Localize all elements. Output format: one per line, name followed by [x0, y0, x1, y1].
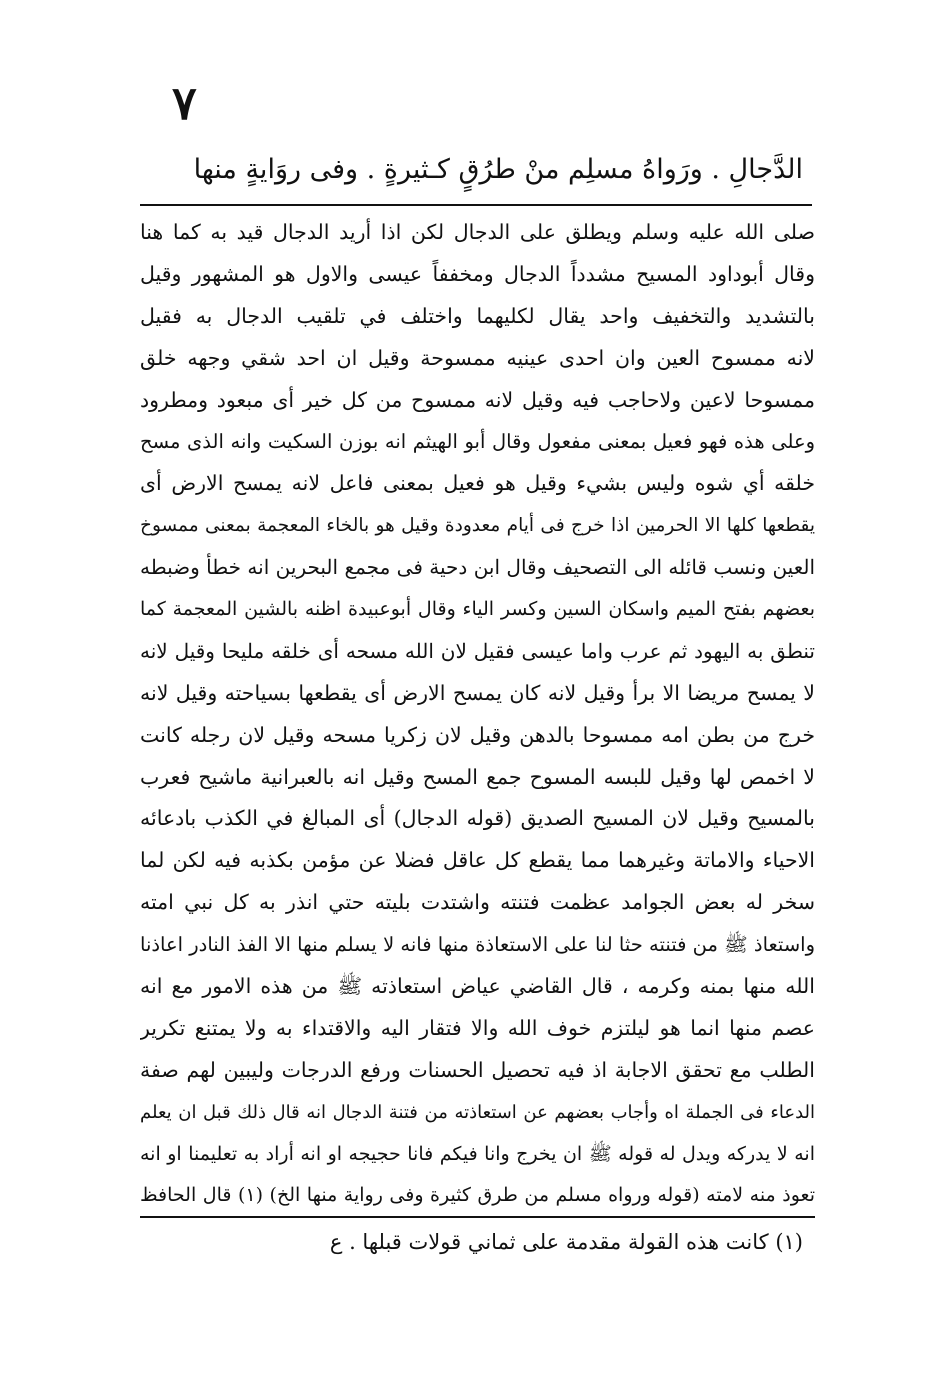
text-line: يقطعها كلها الا الحرمين اذا خرج فى أيام معدودة وقيل هو بالخاء المعجمة بمعنى ممسوخ: [140, 515, 815, 537]
text-line: واستعاذ ﷺ من فتنته حثا لنا على الاستعاذة منها فانه لا يسلم منها الا الفذ النادر اعاذنا: [140, 933, 815, 957]
text-line: بالتشديد والتخفيف واحد يقال لكليهما واختلف في تلقيب الدجال به فقيل: [140, 303, 815, 328]
footnote: (١) كانت هذه القولة مقدمة على ثماني قولات قبلها . ع: [329, 1230, 803, 1254]
running-header: الدَّجالِ . ورَواهُ مسلِم منْ طرُقٍ كـثيرةٍ . وفى روَايةٍ منها: [193, 154, 803, 185]
text-line: لانه ممسوح العين وان احدى عينيه ممسوحة وقيل ان احد شقي وجهه خلق: [140, 345, 815, 370]
text-line: بالمسيح وقيل لان المسيح الصديق (قوله الدجال) أى المبالغ في الكذب بادعائه: [140, 806, 815, 831]
text-line: لا يمسح مريضا الا برأ وقيل لانه كان يمسح الارض أى يقطعها بسياحته وقيل لانه: [140, 680, 815, 705]
text-line: الاحياء والاماتة وغيرهما مما يقطع كل عاقل فضلا عن مؤمن بكذبه فيه لكن لما: [140, 848, 815, 873]
header-divider: [140, 204, 812, 206]
text-line: صلى الله عليه وسلم ويطلق على الدجال لكن اذا أريد الدجال قيد به كما هنا: [140, 220, 815, 244]
text-line: ممسوحا لاعين ولاحاجب فيه وقيل لانه ممسوح من كل خير أى مبعود ومطرود: [140, 387, 815, 412]
text-line: سخر له بعض الجوامد عظمت فتنته واشتدت بليته حتي انذر به كل نبي امته: [140, 890, 815, 915]
text-line: عصم منها انما هو ليلتزم خوف الله والا فتقار اليه والاقتداء به ولا يمتنع تكرير: [140, 1015, 815, 1040]
text-line: خرج من بطن امه ممسوحا بالدهن وقيل لان زكريا مسحه وقيل لان رجله كانت: [140, 722, 815, 747]
text-line: الله منها بمنه وكرمه ، قال القاضي عياض استعاذته ﷺ من هذه الامور مع انه: [140, 974, 815, 999]
text-line: الدعاء فى الجملة اه وأجاب بعضهم عن استعاذته من فتنة الدجال انه قال ذلك قبل ان يعلم: [140, 1101, 815, 1123]
text-line: تعوذ منه لامته (قوله ورواه مسلم من طرق كثيرة وفى رواية منها الخ) (١) قال الحافظ: [140, 1184, 815, 1207]
text-line: الطلب مع تحقق الاجابة اذ فيه تحصيل الحسنات ورفع الدرجات وليبين لهم صفة: [140, 1057, 815, 1082]
text-line: انه لا يدركه ويدل له قوله ﷺ ان يخرج وانا فيكم فانا حجيجه او انه أراد به تعليمنا او انه: [140, 1142, 815, 1165]
text-line: وعلى هذه فهو فعيل بمعنى مفعول وقال أبو الهيثم انه بوزن السكيت وانه الذى مسح: [140, 430, 815, 454]
text-line: بعضهم بفتح الميم واسكان السين وكسر الياء وقال أبوعبيدة اظنه بالشين المعجمة كما: [140, 598, 815, 621]
text-line: تنطق به اليهود ثم عرب واما عيسى فقيل لان الله مسحه أى خلقه مليحا وقيل لانه: [140, 638, 815, 663]
text-line: خلقه أي شوه وليس بشيء وقيل هو فعيل بمعنى فاعل لانه يمسح الارض أى: [140, 471, 815, 496]
commentary-body: [140, 212, 815, 1217]
text-line: وقال أبوداود المسيح مشدداً الدجال ومخففاً عيسى والاول هو المشهور وقيل: [140, 261, 815, 286]
footnote-divider: [140, 1216, 815, 1218]
text-line: العين ونسب قائله الى التصحيف وقال ابن دحية فى مجمع البحرين انه خطأ وضبطه: [140, 555, 815, 580]
text-line: لا اخمص لها وقيل للبسه المسوح جمع المسح وقيل انه بالعبرانية ماشيح فعرب: [140, 764, 815, 789]
page-number: ٧: [172, 76, 197, 130]
